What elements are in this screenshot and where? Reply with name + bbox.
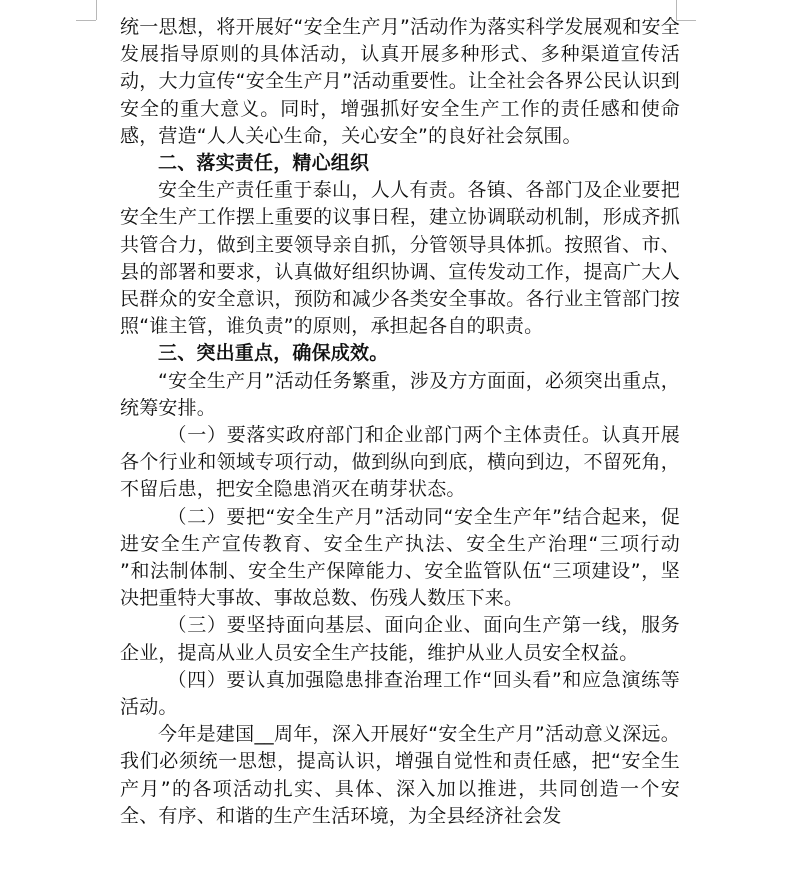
paragraph: 安全生产责任重于泰山，人人有责。各镇、各部门及企业要把安全生产工作摆上重要的议事日程，建立协调联动机制，形成齐抓共管合力，做到主要领导亲自抓，分管领导具体抓。按照省、市、县的部署和要求，认真做好组织协调、宣传发动工作，提高广大人民群众的安全意识，预防和减少各类安全事故。各行业主管部门按照“谁主管，谁负责”的原则，承担起各自的职责。: [120, 179, 680, 338]
list-item: （二）要把“安全生产月”活动同“安全生产年”结合起来，促进安全生产宣传教育、安全生产执法、安全生产治理“三项行动 ”和法制体制、安全生产保障能力、安全监管队伍“三项建设”，坚决把重特大事故、事故总数、伤残人数压下来。: [120, 505, 680, 610]
list-item: （一）要落实政府部门和企业部门两个主体责任。认真开展各个行业和领域专项行动，做到纵向到底，横向到边，不留死角，不留后患，把安全隐患消灭在萌芽状态。: [120, 424, 680, 501]
list-item: （四）要认真加强隐患排查治理工作“回头看”和应急演练等活动。: [120, 668, 680, 719]
paragraph: 今年是建国__周年，深入开展好“安全生产月”活动意义深远。我们必须统一思想，提高认识，增强自觉性和责任感，把“安全生产月”的各项活动扎实、具体、深入加以推进，共同创造一个安全、有序、和谐的生产生活环境，为全县经济社会发: [120, 723, 680, 827]
list-item: （三）要坚持面向基层、面向企业、面向生产第一线，服务企业，提高从业人员安全生产技能，维护从业人员安全权益。: [120, 614, 680, 664]
crop-mark-left-h: [76, 20, 96, 21]
paragraph: 统一思想，将开展好“安全生产月”活动作为落实科学发展观和安全发展指导原则的具体活动，认真开展多种形式、多种渠道宣传活动，大力宣传“安全生产月”活动重要性。让全社会各界公民认识到安全的重大意义。同时，增强抓好安全生产工作的责任感和使命感，营造“人人关心生命，关心安全”的良好社会氛围。: [120, 16, 680, 147]
crop-mark-left: [96, 0, 97, 20]
paragraph: “安全生产月”活动任务繁重，涉及方方面面，必须突出重点，统筹安排。: [120, 369, 680, 419]
section-heading: 二、落实责任，精心组织: [158, 152, 370, 175]
section-heading: 三、突出重点，确保成效。: [158, 342, 389, 365]
document-page[interactable]: [120, 14, 680, 830]
